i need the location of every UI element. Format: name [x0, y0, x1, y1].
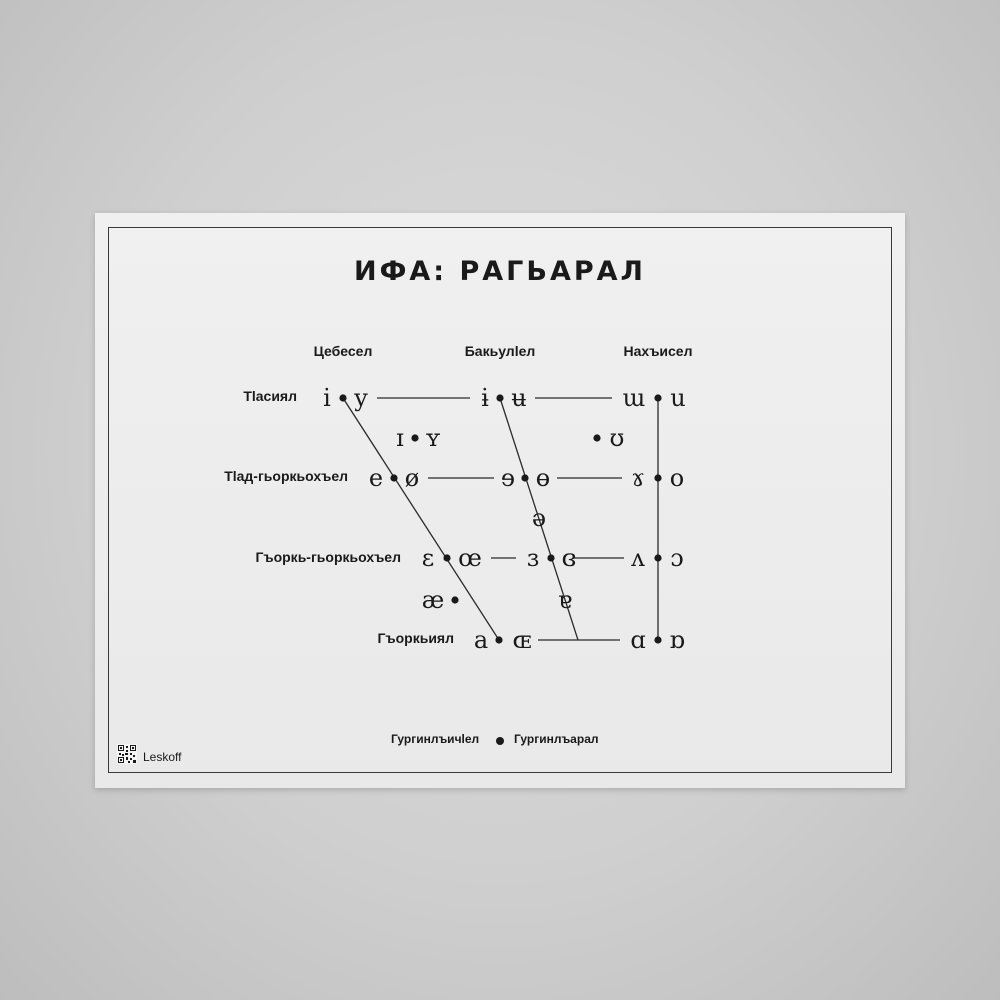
chart-dot: [547, 554, 554, 561]
chart-dot: [411, 434, 418, 441]
column-header-central: Бакьулlел: [464, 343, 536, 359]
vowel-turned-script-a: ɒ: [669, 626, 685, 654]
chart-dot: [521, 474, 528, 481]
chart-dot: [654, 474, 661, 481]
chart-dot: [451, 596, 458, 603]
row-header-close-mid: Тlад-гьоркьохъел: [224, 468, 348, 484]
chart-dot: [495, 636, 502, 643]
vowel-y: y: [354, 384, 368, 412]
vowel-script-a: ɑ: [630, 626, 646, 654]
vowel-rams-horn: ɤ: [631, 464, 645, 492]
vowel-turned-a: ɐ: [557, 586, 573, 614]
vowel-oe: œ: [458, 544, 482, 572]
vowel-open-o: ɔ: [670, 544, 684, 572]
column-header-back: Нахъисел: [623, 343, 693, 359]
row-header-close: Тlасиял: [243, 388, 297, 404]
row-header-open-mid: Гъоркь-гьоркьохъел: [255, 549, 401, 565]
vowel-barred-u: ʉ: [511, 384, 527, 412]
vowel-ash: æ: [421, 586, 445, 614]
vowel-e: e: [368, 464, 384, 492]
vowel-schwa: ə: [531, 504, 547, 532]
vowel-upsilon: ʊ: [609, 424, 625, 452]
column-header-front: Цебесел: [313, 343, 373, 359]
legend-rounded-label: Гургинлъарал: [514, 732, 599, 746]
vowel-reversed-open-e: ɜ: [526, 544, 540, 572]
vowel-u: u: [670, 384, 686, 412]
chart-dot: [339, 394, 346, 401]
vowel-a: a: [473, 626, 489, 654]
chart-dot: [654, 554, 661, 561]
vowel-slashed-o: ø: [404, 464, 420, 492]
vowel-turned-m: ɯ: [622, 384, 646, 412]
vowel-small-cap-i: ɪ: [396, 424, 404, 452]
qr-code-icon: [117, 744, 137, 764]
legend-dot-icon: [496, 737, 504, 745]
vowel-closed-reversed-open-e: ɞ: [561, 544, 577, 572]
vowel-open-e: ɛ: [421, 544, 435, 572]
vowel-o: o: [669, 464, 685, 492]
chart-dot: [496, 394, 503, 401]
legend-unrounded-label: Гургинлъичlел: [391, 732, 480, 746]
page-title: ИФА: РАГЬАРАЛ: [354, 256, 646, 287]
vowel-small-cap-oe: ɶ: [512, 626, 532, 654]
vowel-small-cap-y: ʏ: [425, 424, 441, 452]
chart-dot: [443, 554, 450, 561]
vowel-turned-v: ʌ: [631, 544, 645, 572]
vowel-i: i: [323, 384, 331, 412]
chart-dot: [593, 434, 600, 441]
chart-dot: [654, 636, 661, 643]
vowel-barred-o: ɵ: [535, 464, 551, 492]
brand-label: Leskoff: [143, 750, 182, 764]
chart-dot: [390, 474, 397, 481]
vowel-barred-i: ɨ: [481, 384, 489, 412]
chart-dot: [654, 394, 661, 401]
row-header-open: Гъоркьиял: [377, 630, 454, 646]
vowel-reversed-e: ɘ: [500, 464, 516, 492]
